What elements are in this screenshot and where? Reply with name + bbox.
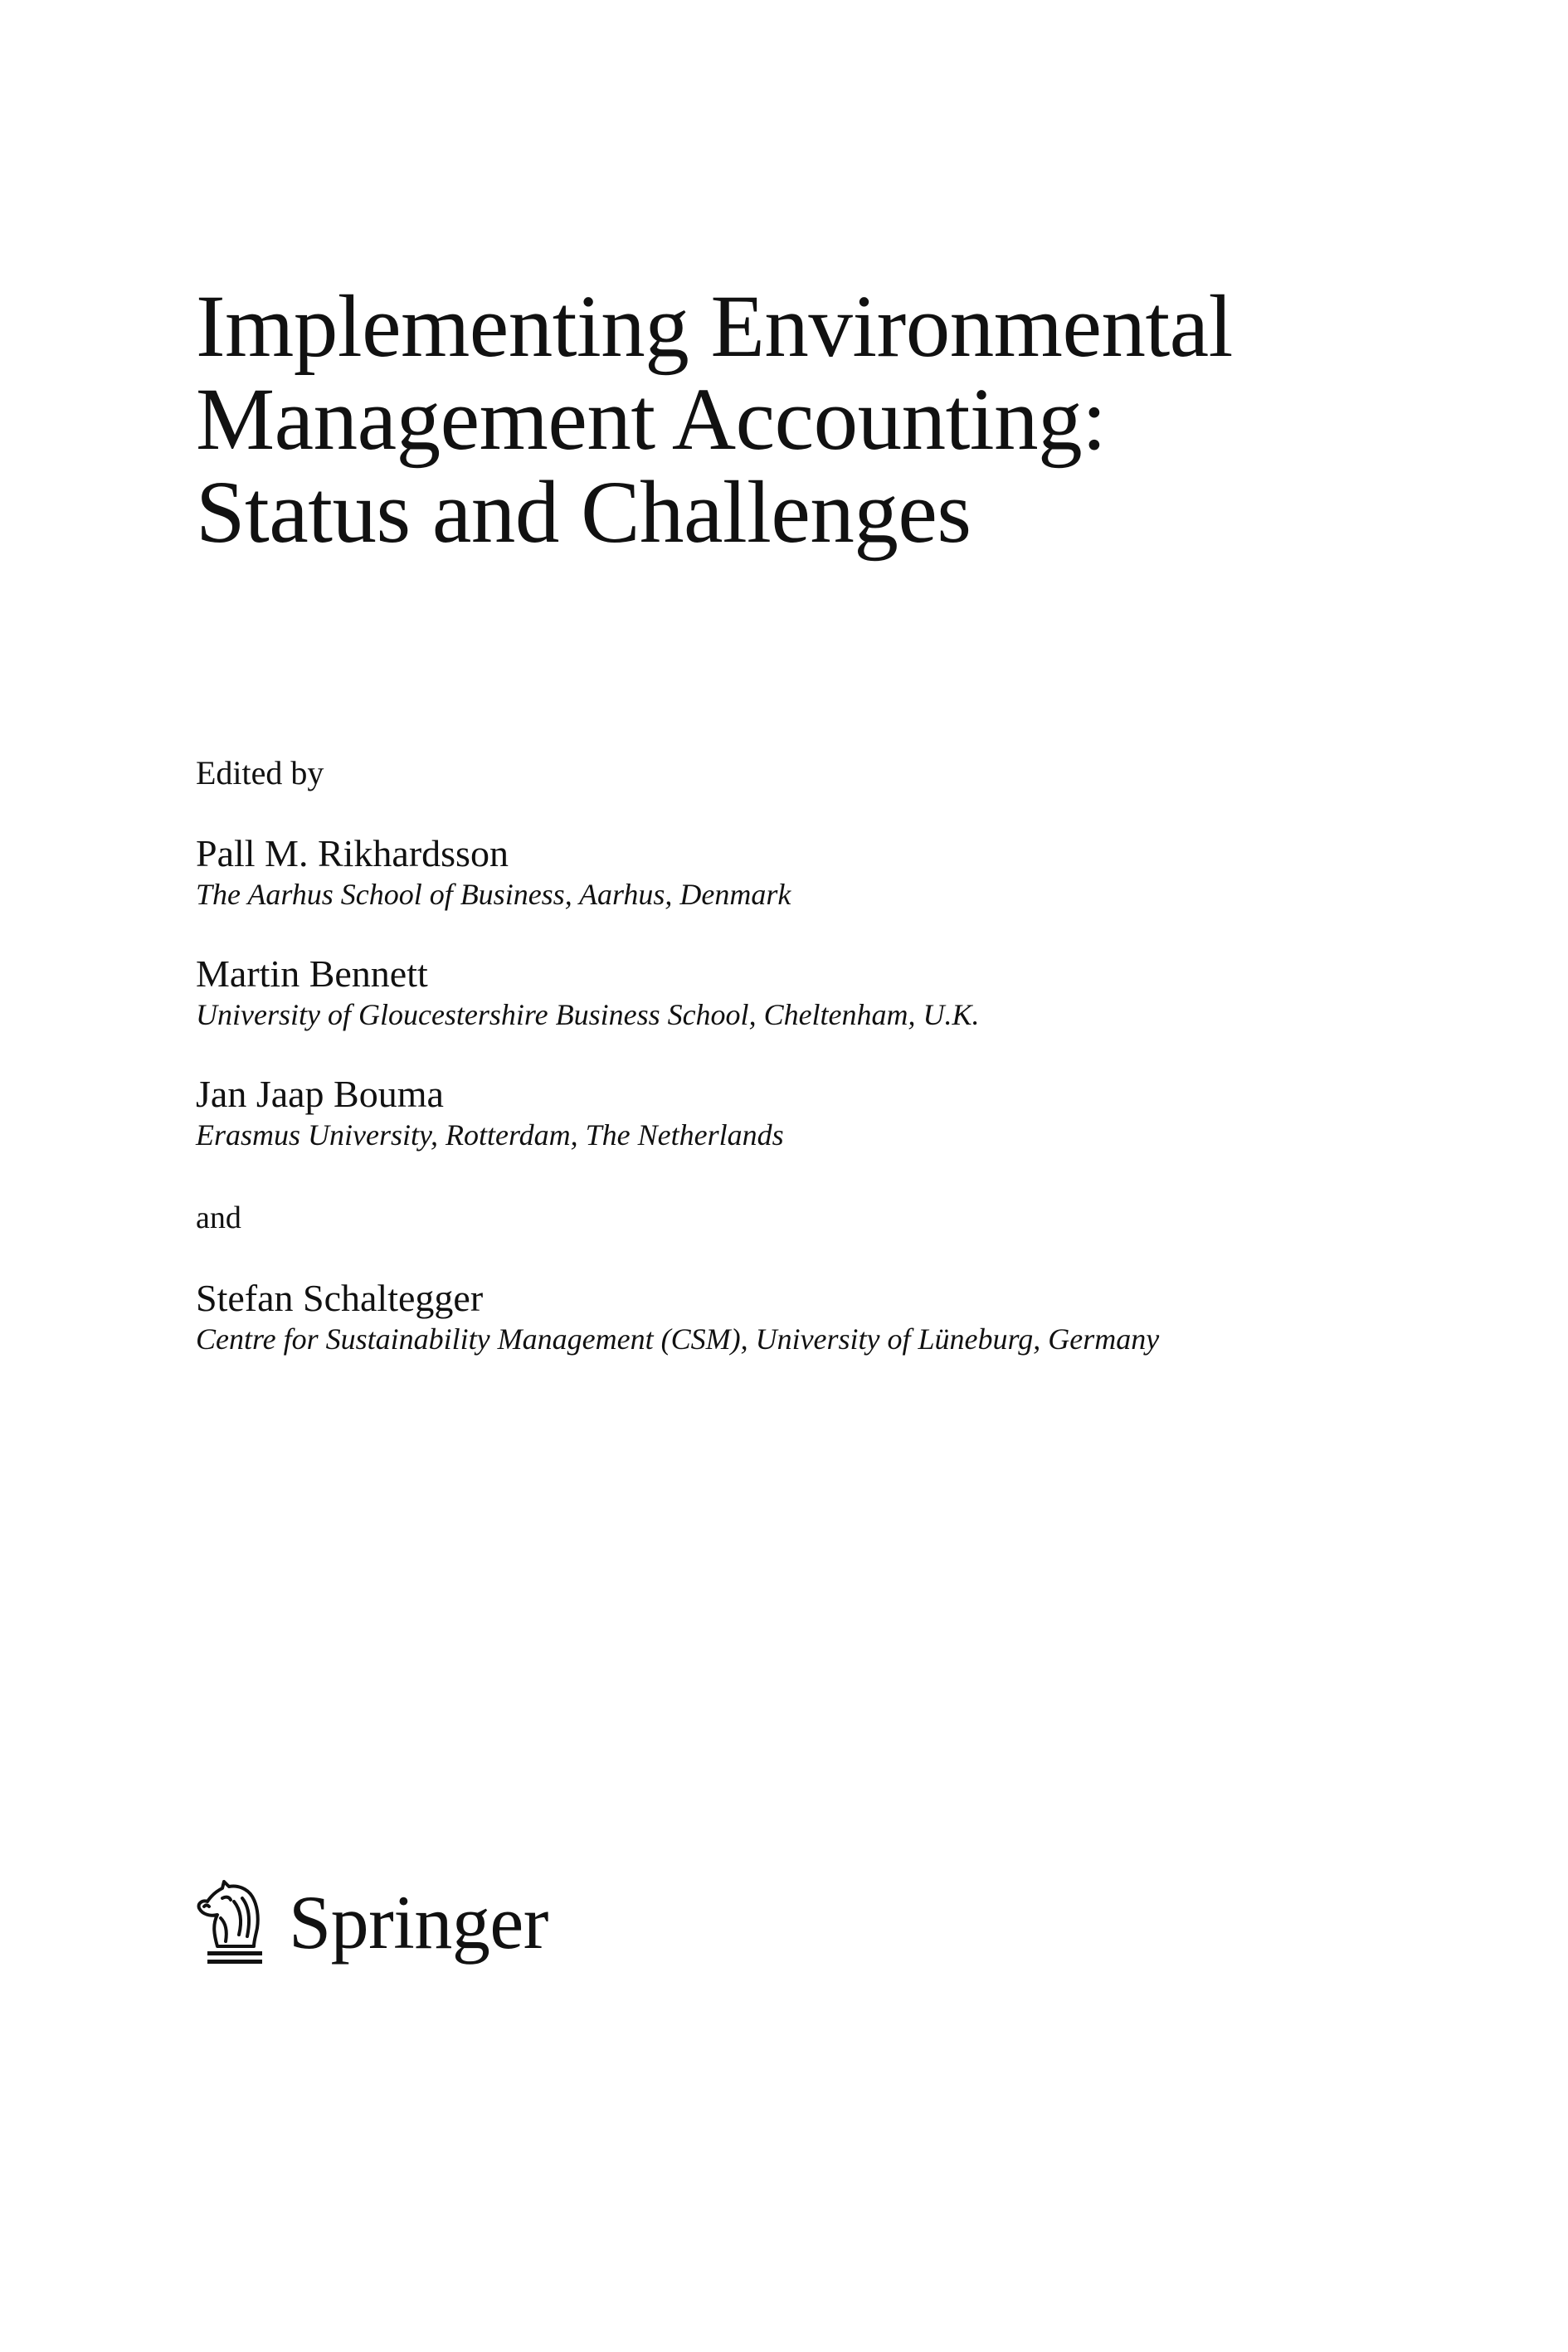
edited-by-label: Edited by [196, 754, 324, 791]
editor-2 [196, 952, 1440, 1033]
editor-affiliation: Centre for Sustainability Management (CSM), University of Lüneburg, Germany [196, 1322, 1160, 1356]
editor-name: Stefan Schaltegger [196, 1277, 484, 1319]
publisher-logo [192, 1877, 548, 1968]
editor-name: Pall M. Rikhardsson [196, 832, 509, 874]
editor-affiliation: Erasmus University, Rotterdam, The Netherlands [196, 1118, 784, 1152]
book-title-line-2: Management Accounting: [196, 371, 1107, 469]
book-title-line-3: Status and Challenges [196, 464, 971, 562]
editor-name: Jan Jaap Bouma [196, 1073, 444, 1115]
chess-knight-icon [192, 1877, 272, 1968]
editor-affiliation: The Aarhus School of Business, Aarhus, Denmark [196, 878, 791, 911]
editor-affiliation: University of Gloucestershire Business School, Cheltenham, U.K. [196, 998, 980, 1031]
editor-name: Martin Bennett [196, 952, 428, 995]
book-title-line-1: Implementing Environmental [196, 278, 1233, 376]
editor-3 [196, 1072, 1440, 1153]
publisher-name: Springer [289, 1880, 548, 1965]
editor-4 [196, 1276, 1440, 1357]
conjunction-and: and [196, 1200, 241, 1235]
editor-1 [196, 831, 1440, 913]
book-title [196, 278, 1440, 562]
